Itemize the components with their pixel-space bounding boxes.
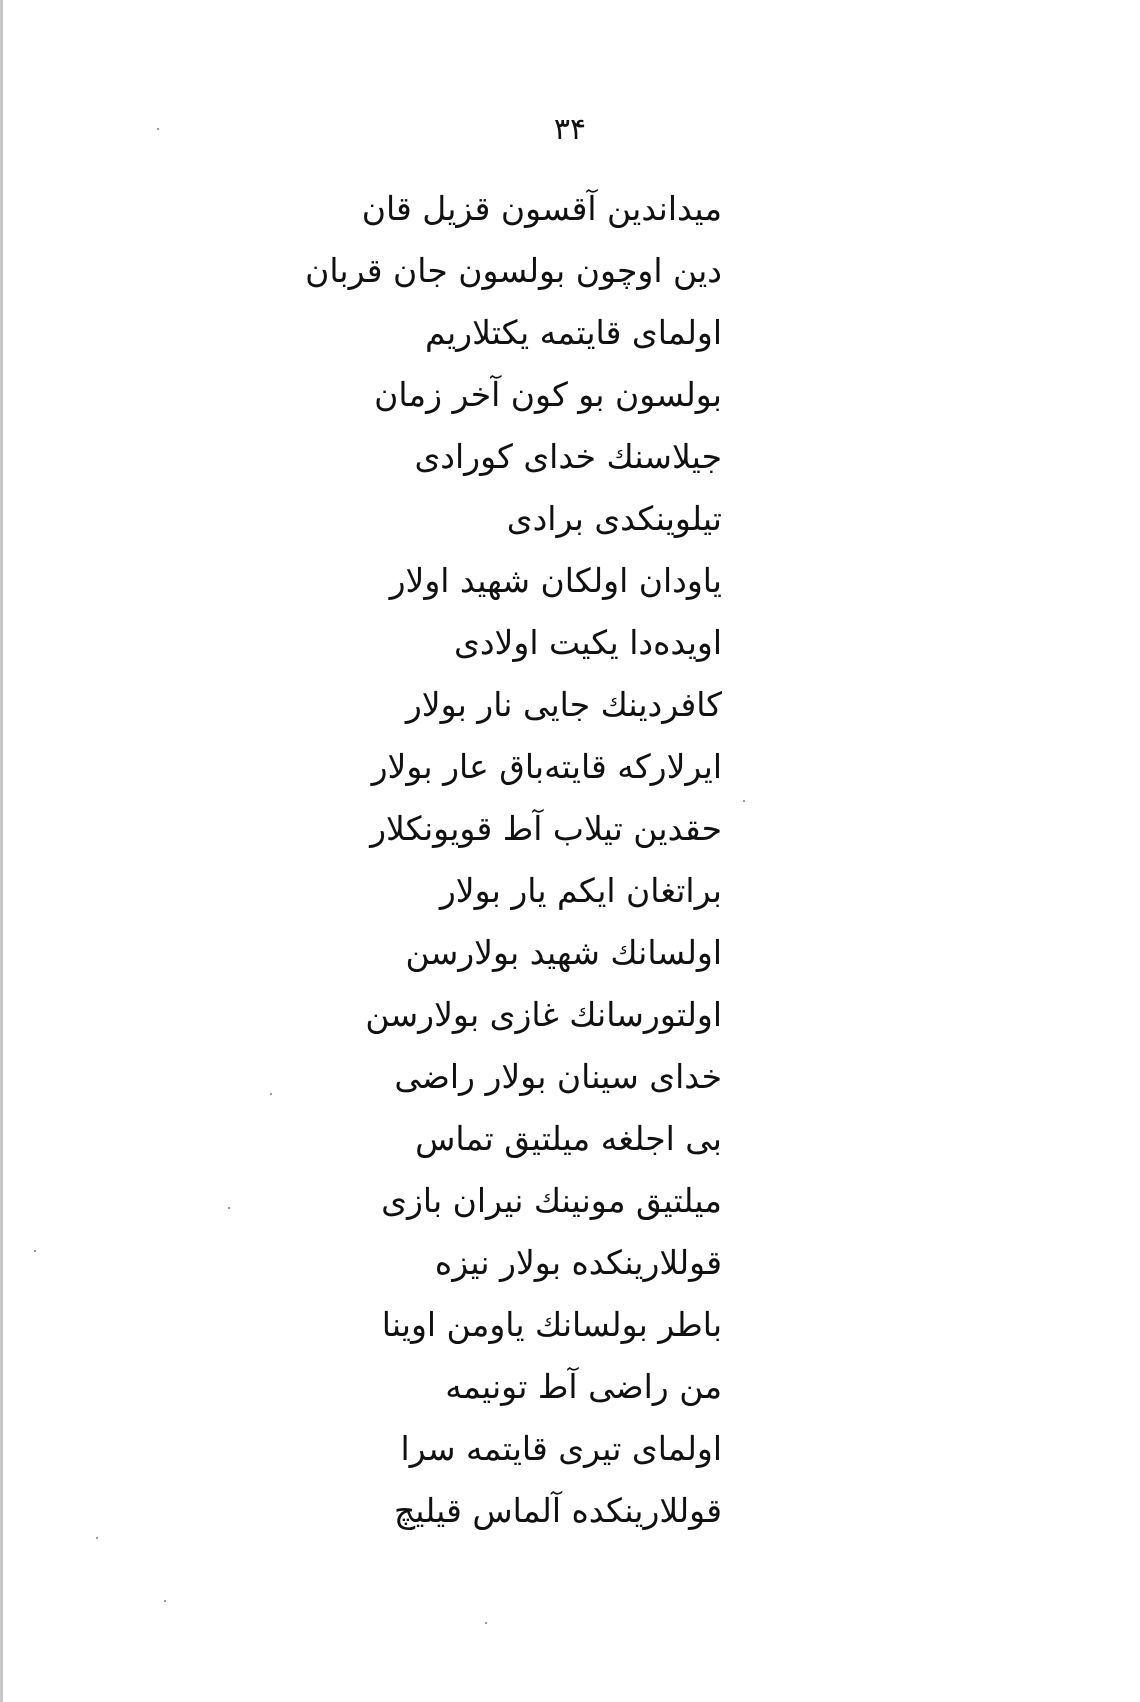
poem-line: میداندین آقسون قزیل قان bbox=[361, 189, 722, 228]
poem-line: اولمای قایتمه یکتلاریم bbox=[425, 313, 722, 352]
poem-line: حقدین تیلاب آط قویونکلار bbox=[370, 809, 722, 848]
poem-line: اویده‌دا یکیت اولادی bbox=[454, 623, 722, 662]
scan-speck bbox=[157, 128, 159, 130]
poem-line: من راضی آط تونیمه bbox=[445, 1367, 722, 1406]
poem-text bbox=[282, 178, 722, 1542]
page-number: ۳۴ bbox=[553, 112, 587, 147]
poem-line: ایرلارکه قایته‌باق عار بولار bbox=[371, 747, 722, 786]
poem-line: قوللارینکده آلماس قیلیچ bbox=[393, 1491, 722, 1530]
scan-speck bbox=[743, 800, 745, 802]
poem-line: جیلاسنك خدای کورادی bbox=[414, 437, 722, 476]
scan-speck bbox=[34, 1250, 36, 1252]
scan-speck bbox=[164, 1600, 166, 1602]
poem-line: خدای سینان بولار راضی bbox=[394, 1057, 722, 1096]
scan-speck bbox=[228, 1207, 230, 1209]
scan-speck bbox=[485, 1622, 487, 1624]
poem-line: بی اجلغه میلتیق تماس bbox=[415, 1119, 722, 1158]
poem-line: قوللارینکده بولار نیزه bbox=[434, 1243, 722, 1282]
poem-line: کافردینك جایی نار بولار bbox=[405, 685, 722, 724]
poem-line: باطر بولسانك یاومن اوینا bbox=[381, 1305, 722, 1344]
poem-line: میلتیق مونینك نیران بازی bbox=[381, 1181, 722, 1220]
poem-line: اولسانك شهید بولارسن bbox=[405, 933, 722, 972]
poem-line: تیلوینکدی برادی bbox=[506, 499, 722, 538]
poem-line: اولتورسانك غازی بولارسن bbox=[365, 995, 722, 1034]
page-edge bbox=[0, 0, 3, 1702]
poem-line: دین اوچون بولسون جان قربان bbox=[305, 251, 722, 290]
poem-line: بولسون بو کون آخر زمان bbox=[374, 375, 722, 414]
scan-speck bbox=[270, 1093, 272, 1095]
poem-line: یاودان اولکان شهید اولار bbox=[389, 561, 722, 600]
scan-speck bbox=[96, 1537, 98, 1539]
poem-line: اولمای تیری قایتمه سرا bbox=[400, 1429, 722, 1468]
poem-line: براتغان ایکم یار بولار bbox=[439, 871, 722, 910]
